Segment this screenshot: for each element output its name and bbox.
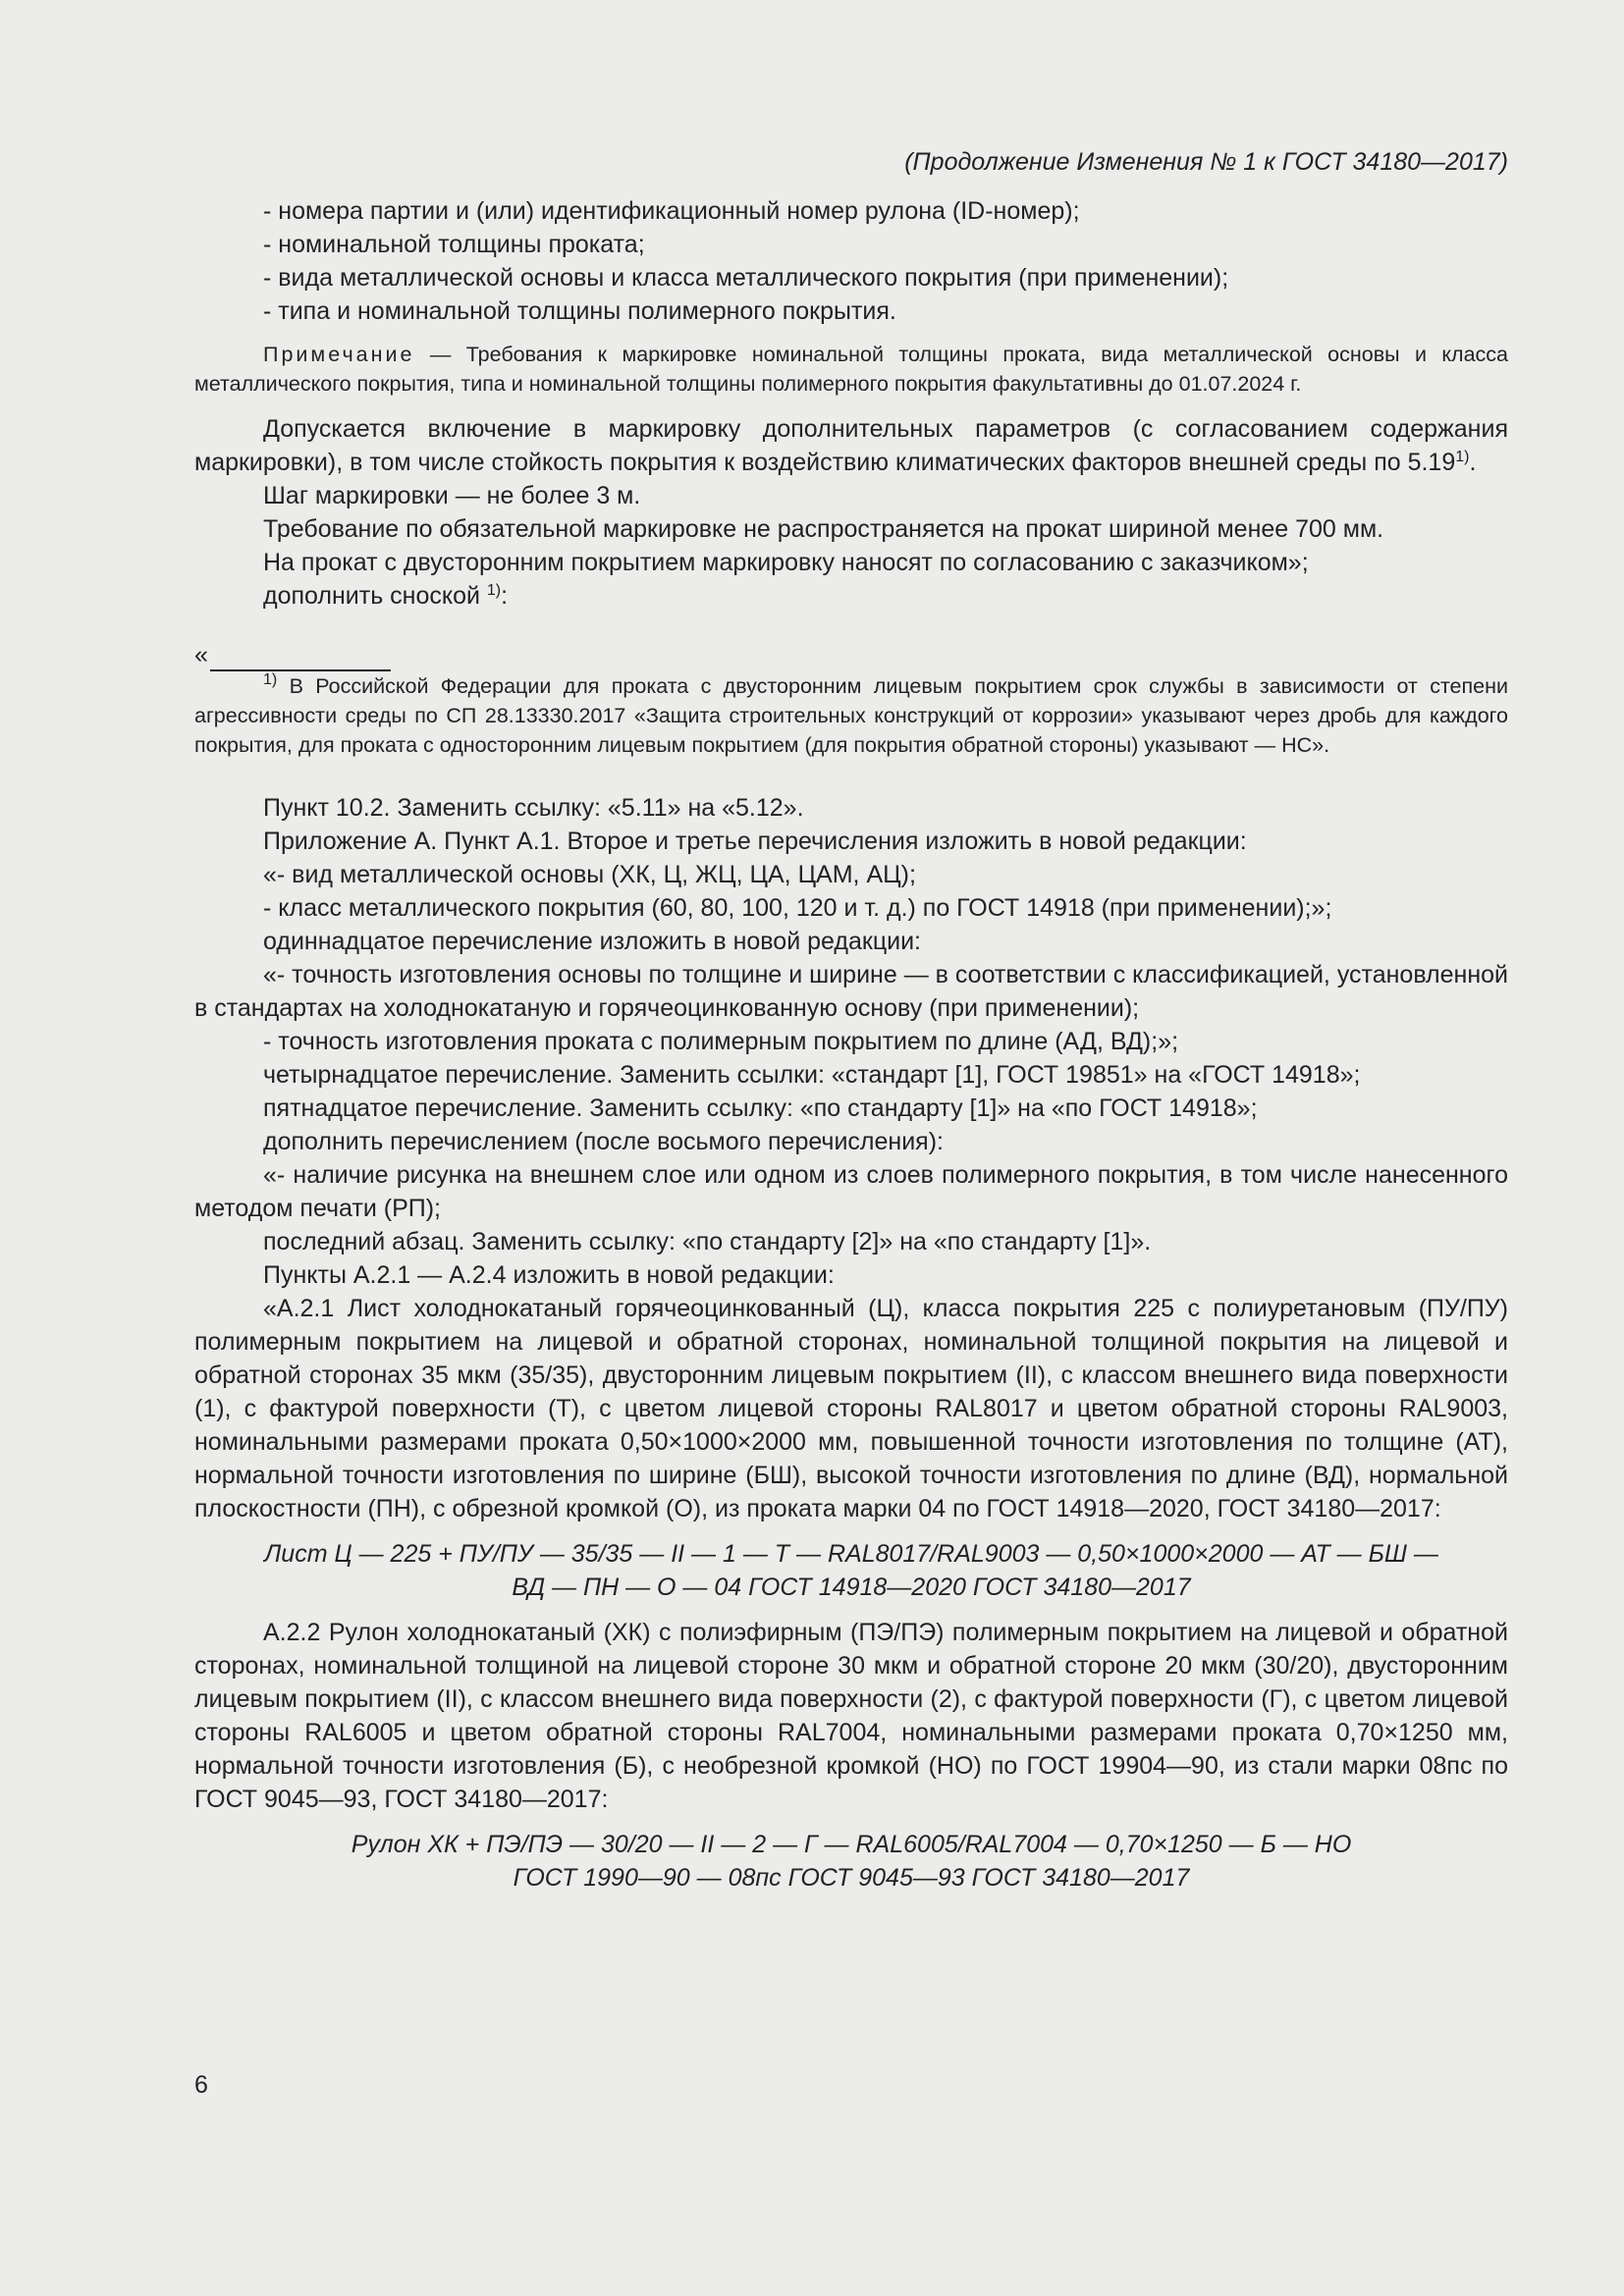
- footnote-text: [194, 671, 1508, 760]
- list-item: - вида металлической основы и класса металлического покрытия (при применении);: [263, 264, 1229, 292]
- page-content: [194, 145, 1508, 1906]
- text-line: одиннадцатое перечисление изложить в новой редакции:: [263, 928, 922, 955]
- amendments-section: [194, 791, 1508, 1525]
- footnote-marker: 1): [263, 671, 278, 688]
- paragraph-a22: А.2.2 Рулон холоднокатаный (ХК) с полиэфирным (ПЭ/ПЭ) полимерным покрытием на лицевой и обратной сторонах, номинальной толщиной на лицевой стороне 30 мкм и обратной стороне 20 мкм (30/20), двусторонним лицевым покрытием (II), с классом внешнего вида поверхности (2), с фактурой поверхности (Г), с цветом лицевой стороны RAL6005 и цветом обратной стороны RAL7004, номинальными размерами проката 0,70×1250 мм, нормальной точности изготовления (Б), с необрезной кромкой (НО) по ГОСТ 19904—90, из стали марки 08пс по ГОСТ 9045—93, ГОСТ 34180—2017:: [194, 1619, 1508, 1813]
- text-line: «- наличие рисунка на внешнем слое или одном из слоев полимерного покрытия, в том числе нанесенного методом печати (РП);: [194, 1161, 1508, 1222]
- note-paragraph: [194, 340, 1508, 399]
- footnote-block: [194, 641, 1508, 760]
- footnote-rule-line: [210, 658, 391, 671]
- footnote-ref: 1): [1455, 449, 1470, 465]
- formula-line: ГОСТ 1990—90 — 08пс ГОСТ 9045—93 ГОСТ 34180—2017: [513, 1864, 1190, 1892]
- formula-line: Рулон ХК + ПЭ/ПЭ — 30/20 — II — 2 — Г — RAL6005/RAL7004 — 0,70×1250 — Б — НО: [351, 1831, 1352, 1858]
- text-line: Шаг маркировки — не более 3 м.: [263, 482, 641, 509]
- additional-params-text: Допускается включение в маркировку дополнительных параметров (с согласованием содержания маркировки), в том числе стойкость покрытия к воздействию климатических факторов внешней среды по 5.19: [194, 415, 1508, 476]
- list-item: - номера партии и (или) идентификационный номер рулона (ID-номер);: [263, 197, 1080, 225]
- footnote-intro-text: дополнить сноской: [263, 582, 487, 610]
- footnote-quote: «: [194, 641, 208, 668]
- additional-params-paragraph: [194, 412, 1508, 479]
- list-item: - номинальной толщины проката;: [263, 231, 645, 258]
- text-line: Требование по обязательной маркировке не распространяется на прокат шириной менее 700 мм.: [263, 515, 1384, 543]
- paragraph-a21: «А.2.1 Лист холоднокатаный горячеоцинкованный (Ц), класса покрытия 225 с полиуретановым (ПУ/ПУ) полимерным покрытием на лицевой и обратной сторонах, номинальной толщиной покрытия на лицевой и обратной сторонах 35 мкм (35/35), двусторонним лицевым покрытием (II), с классом внешнего вида поверхности (1), с фактурой поверхности (Т), с цветом лицевой стороны RAL8017 и цветом обратной стороны RAL9003, номинальными размерами проката 0,50×1000×2000 мм, повышенной точности изготовления по толщине (АТ), нормальной точности изготовления по ширине (БШ), высокой точности изготовления по длине (ВД), нормальной плоскостности (ПН), с обрезной кромкой (О), из проката марки 04 по ГОСТ 14918—2020, ГОСТ 34180—2017:: [194, 1295, 1508, 1522]
- page-number: 6: [194, 2071, 208, 2099]
- footnote-body: В Российской Федерации для проката с двусторонним лицевым покрытием срок службы в зависимости от степени агрессивности среды по СП 28.13330.2017 «Защита строительных конструкций от коррозии» указывают через дробь для каждого покрытия, для проката с односторонним лицевым покрытием (для покрытия обратной стороны) указывают — НС».: [194, 674, 1508, 757]
- text-line: «- точность изготовления основы по толщине и ширине — в соответствии с классификацией, установленной в стандартах на холоднокатаную и горячеоцинкованную основу (при применении);: [194, 961, 1508, 1022]
- designation-formula-1: [194, 1537, 1508, 1604]
- formula-line: Лист Ц — 225 + ПУ/ПУ — 35/35 — II — 1 — Т — RAL8017/RAL9003 — 0,50×1000×2000 — АТ — БШ —: [264, 1540, 1438, 1568]
- note-label: Примечание: [263, 343, 415, 366]
- text-line: - точность изготовления проката с полимерным покрытием по длине (АД, ВД);»;: [263, 1028, 1179, 1055]
- text-line: Приложение А. Пункт А.1. Второе и третье перечисления изложить в новой редакции:: [263, 828, 1247, 855]
- text-line: «- вид металлической основы (ХК, Ц, ЖЦ, ЦА, ЦАМ, АЦ);: [263, 861, 916, 888]
- text-line: На прокат с двусторонним покрытием маркировку наносят по согласованию с заказчиком»;: [263, 549, 1309, 576]
- footnote-intro: [194, 579, 1508, 613]
- text-line: дополнить перечислением (после восьмого перечисления):: [263, 1128, 944, 1155]
- text-line: последний абзац. Заменить ссылку: «по стандарту [2]» на «по стандарту [1]».: [263, 1228, 1152, 1255]
- paragraph-end: .: [1469, 449, 1477, 476]
- footnote-ref: 1): [486, 582, 502, 599]
- running-header: (Продолжение Изменения № 1 к ГОСТ 34180—2017): [904, 148, 1508, 176]
- text-line: пятнадцатое перечисление. Заменить ссылку: «по стандарту [1]» на «по ГОСТ 14918»;: [263, 1095, 1258, 1122]
- text-line: четырнадцатое перечисление. Заменить ссылки: «стандарт [1], ГОСТ 19851» на «ГОСТ 14918»;: [263, 1061, 1361, 1089]
- footnote-intro-end: :: [501, 582, 509, 610]
- marking-list: [194, 194, 1508, 328]
- designation-formula-2: [194, 1828, 1508, 1895]
- footnote-separator: [194, 641, 1508, 671]
- text-line: Пункты А.2.1 — А.2.4 изложить в новой редакции:: [263, 1261, 835, 1289]
- text-line: - класс металлического покрытия (60, 80, 100, 120 и т. д.) по ГОСТ 14918 (при применении);»;: [263, 894, 1332, 922]
- text-line: Пункт 10.2. Заменить ссылку: «5.11» на «5.12».: [263, 794, 804, 822]
- list-item: - типа и номинальной толщины полимерного покрытия.: [263, 297, 896, 325]
- formula-line: ВД — ПН — О — 04 ГОСТ 14918—2020 ГОСТ 34180—2017: [512, 1574, 1191, 1601]
- note-text: — Требования к маркировке номинальной толщины проката, вида металлической основы и класса металлического покрытия, типа и номинальной толщины полимерного покрытия факультативны до 01.07.2024 г.: [194, 343, 1508, 396]
